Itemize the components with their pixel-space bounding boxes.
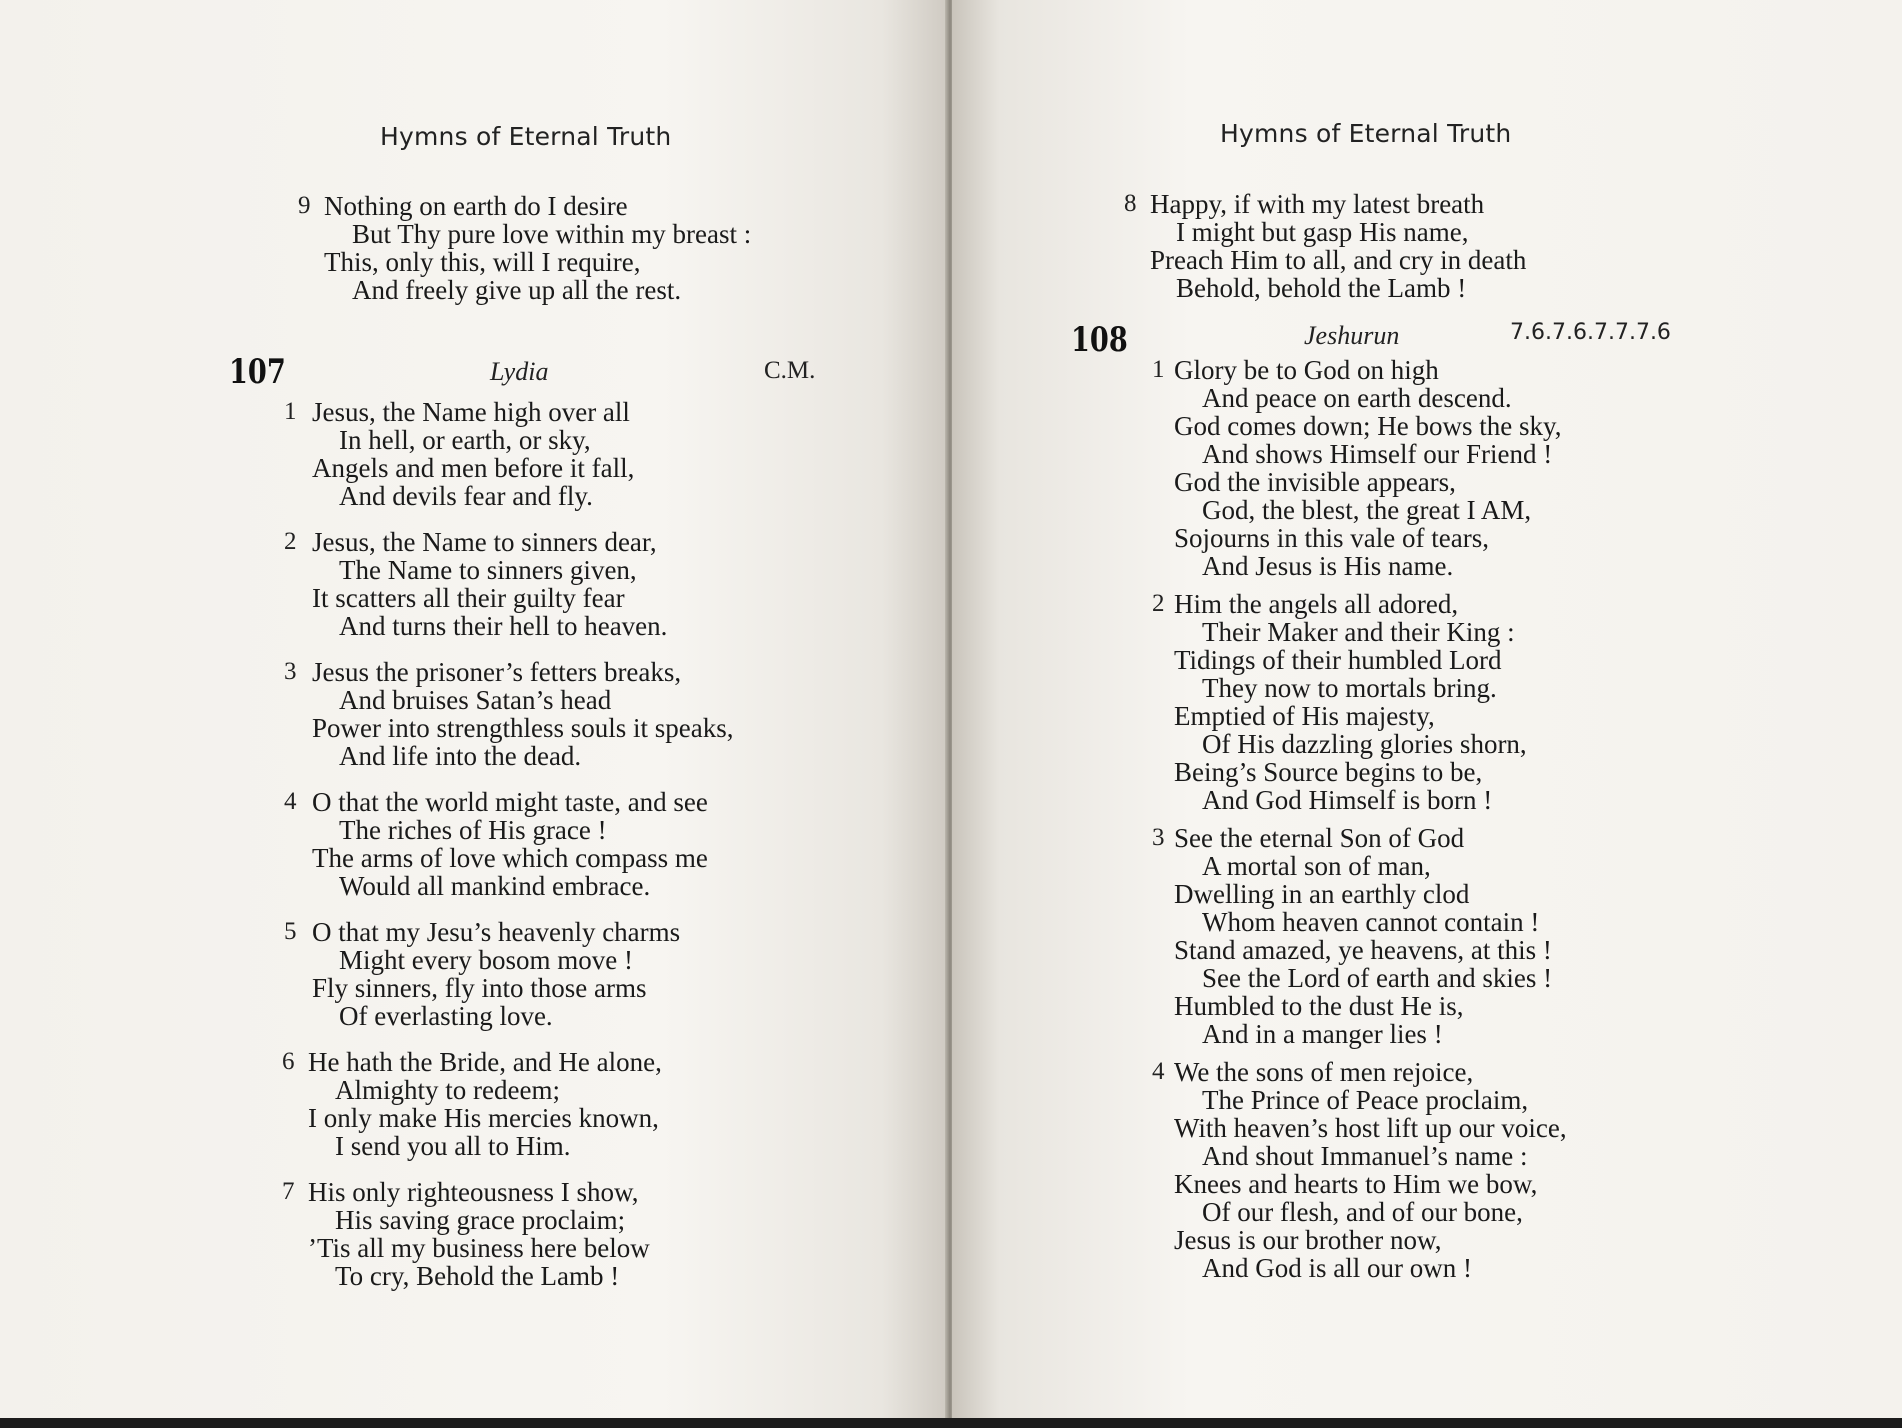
running-head-left: Hymns of Eternal Truth bbox=[380, 122, 672, 151]
hymn-meter: 7.6.7.6.7.7.7.6 bbox=[1510, 320, 1671, 345]
verse-line: Might every bosom move ! bbox=[339, 945, 633, 975]
verse-number: 8 bbox=[1124, 190, 1137, 217]
verse-line: See the eternal Son of God bbox=[1174, 823, 1465, 853]
hymn-number-107: 107 bbox=[229, 352, 286, 392]
verse-line: Power into strengthless souls it speaks, bbox=[312, 713, 734, 743]
verse-number: 5 bbox=[284, 918, 297, 945]
verse-line: In hell, or earth, or sky, bbox=[339, 425, 591, 455]
verse-line: Jesus the prisoner’s fetters breaks, bbox=[312, 657, 682, 687]
scan-bottom-edge bbox=[0, 1418, 1902, 1428]
verse-line: Angels and men before it fall, bbox=[312, 453, 635, 483]
verse-line: God comes down; He bows the sky, bbox=[1174, 411, 1562, 441]
verse-line: Happy, if with my latest breath bbox=[1150, 189, 1485, 219]
verse-line: He hath the Bride, and He alone, bbox=[308, 1047, 662, 1077]
verse-line: Dwelling in an earthly clod bbox=[1174, 879, 1470, 909]
verse-line: Of everlasting love. bbox=[339, 1001, 553, 1031]
hymn-number-108: 108 bbox=[1071, 320, 1128, 360]
verse-number: 1 bbox=[284, 398, 297, 425]
verse-line: Jesus, the Name high over all bbox=[312, 397, 630, 427]
verse-line: Stand amazed, ye heavens, at this ! bbox=[1174, 935, 1552, 965]
verse-line: His saving grace proclaim; bbox=[335, 1205, 626, 1235]
verse-line: I only make His mercies known, bbox=[308, 1103, 659, 1133]
verse-line: And life into the dead. bbox=[339, 741, 582, 771]
verse-line: See the Lord of earth and skies ! bbox=[1202, 963, 1553, 993]
verse-line: A mortal son of man, bbox=[1202, 851, 1431, 881]
verse-line: And peace on earth descend. bbox=[1202, 383, 1512, 413]
hymn-meter: C.M. bbox=[764, 357, 816, 384]
tune-name-jeshurun: Jeshurun bbox=[1304, 321, 1400, 350]
verse-number: 9 bbox=[298, 192, 311, 219]
verse-line: And shout Immanuel’s name : bbox=[1202, 1141, 1528, 1171]
verse-line: Nothing on earth do I desire bbox=[324, 191, 628, 221]
verse-line: And devils fear and fly. bbox=[339, 481, 593, 511]
verse-line: This, only this, will I require, bbox=[324, 247, 641, 277]
verse-line: His only righteousness I show, bbox=[308, 1177, 639, 1207]
verse-number: 4 bbox=[284, 788, 297, 815]
verse-line: They now to mortals bring. bbox=[1202, 673, 1497, 703]
verse-line: Preach Him to all, and cry in death bbox=[1150, 245, 1527, 275]
verse-line: Him the angels all adored, bbox=[1174, 589, 1459, 619]
running-head-right: Hymns of Eternal Truth bbox=[1220, 119, 1512, 148]
verse-line: But Thy pure love within my breast : bbox=[352, 219, 752, 249]
verse-line: Of our flesh, and of our bone, bbox=[1202, 1197, 1523, 1227]
verse-number: 3 bbox=[1152, 824, 1165, 851]
verse-line: The Name to sinners given, bbox=[339, 555, 637, 585]
verse-line: Glory be to God on high bbox=[1174, 355, 1439, 385]
verse-line: The Prince of Peace proclaim, bbox=[1202, 1085, 1529, 1115]
verse-line: It scatters all their guilty fear bbox=[312, 583, 625, 613]
verse-line: God the invisible appears, bbox=[1174, 467, 1456, 497]
left-page bbox=[0, 0, 948, 1428]
verse-line: With heaven’s host lift up our voice, bbox=[1174, 1113, 1567, 1143]
verse-line: And God Himself is born ! bbox=[1202, 785, 1493, 815]
verse-line: Would all mankind embrace. bbox=[339, 871, 651, 901]
verse-line: Tidings of their humbled Lord bbox=[1174, 645, 1502, 675]
verse-line: Being’s Source begins to be, bbox=[1174, 757, 1483, 787]
tune-name-lydia: Lydia bbox=[490, 357, 549, 386]
verse-line: The arms of love which compass me bbox=[312, 843, 708, 873]
verse-line: I send you all to Him. bbox=[335, 1131, 571, 1161]
verse-line: God, the blest, the great I AM, bbox=[1202, 495, 1532, 525]
verse-line: O that the world might taste, and see bbox=[312, 787, 708, 817]
verse-number: 7 bbox=[282, 1178, 295, 1205]
right-page bbox=[952, 0, 1902, 1428]
verse-line: To cry, Behold the Lamb ! bbox=[335, 1261, 620, 1291]
verse-line: Behold, behold the Lamb ! bbox=[1176, 273, 1467, 303]
verse-line: We the sons of men rejoice, bbox=[1174, 1057, 1474, 1087]
verse-number: 4 bbox=[1152, 1058, 1165, 1085]
verse-line: Of His dazzling glories shorn, bbox=[1202, 729, 1527, 759]
verse-line: Almighty to redeem; bbox=[335, 1075, 560, 1105]
verse-line: Jesus, the Name to sinners dear, bbox=[312, 527, 657, 557]
verse-line: I might but gasp His name, bbox=[1176, 217, 1469, 247]
verse-line: Sojourns in this vale of tears, bbox=[1174, 523, 1489, 553]
verse-line: O that my Jesu’s heavenly charms bbox=[312, 917, 681, 947]
verse-line: Whom heaven cannot contain ! bbox=[1202, 907, 1540, 937]
verse-line: And shows Himself our Friend ! bbox=[1202, 439, 1553, 469]
verse-line: The riches of His grace ! bbox=[339, 815, 607, 845]
verse-line: ’Tis all my business here below bbox=[308, 1233, 650, 1263]
verse-line: And God is all our own ! bbox=[1202, 1253, 1472, 1283]
verse-line: Humbled to the dust He is, bbox=[1174, 991, 1464, 1021]
verse-line: Emptied of His majesty, bbox=[1174, 701, 1435, 731]
verse-number: 1 bbox=[1152, 356, 1165, 383]
verse-line: And freely give up all the rest. bbox=[352, 275, 682, 305]
verse-line: Their Maker and their King : bbox=[1202, 617, 1515, 647]
verse-line: And Jesus is His name. bbox=[1202, 551, 1454, 581]
verse-number: 2 bbox=[1152, 590, 1165, 617]
verse-number: 2 bbox=[284, 528, 297, 555]
verse-line: Jesus is our brother now, bbox=[1174, 1225, 1442, 1255]
verse-number: 3 bbox=[284, 658, 297, 685]
verse-line: And bruises Satan’s head bbox=[339, 685, 612, 715]
verse-line: And turns their hell to heaven. bbox=[339, 611, 668, 641]
verse-line: And in a manger lies ! bbox=[1202, 1019, 1443, 1049]
verse-number: 6 bbox=[282, 1048, 295, 1075]
verse-line: Fly sinners, fly into those arms bbox=[312, 973, 647, 1003]
verse-line: Knees and hearts to Him we bow, bbox=[1174, 1169, 1538, 1199]
